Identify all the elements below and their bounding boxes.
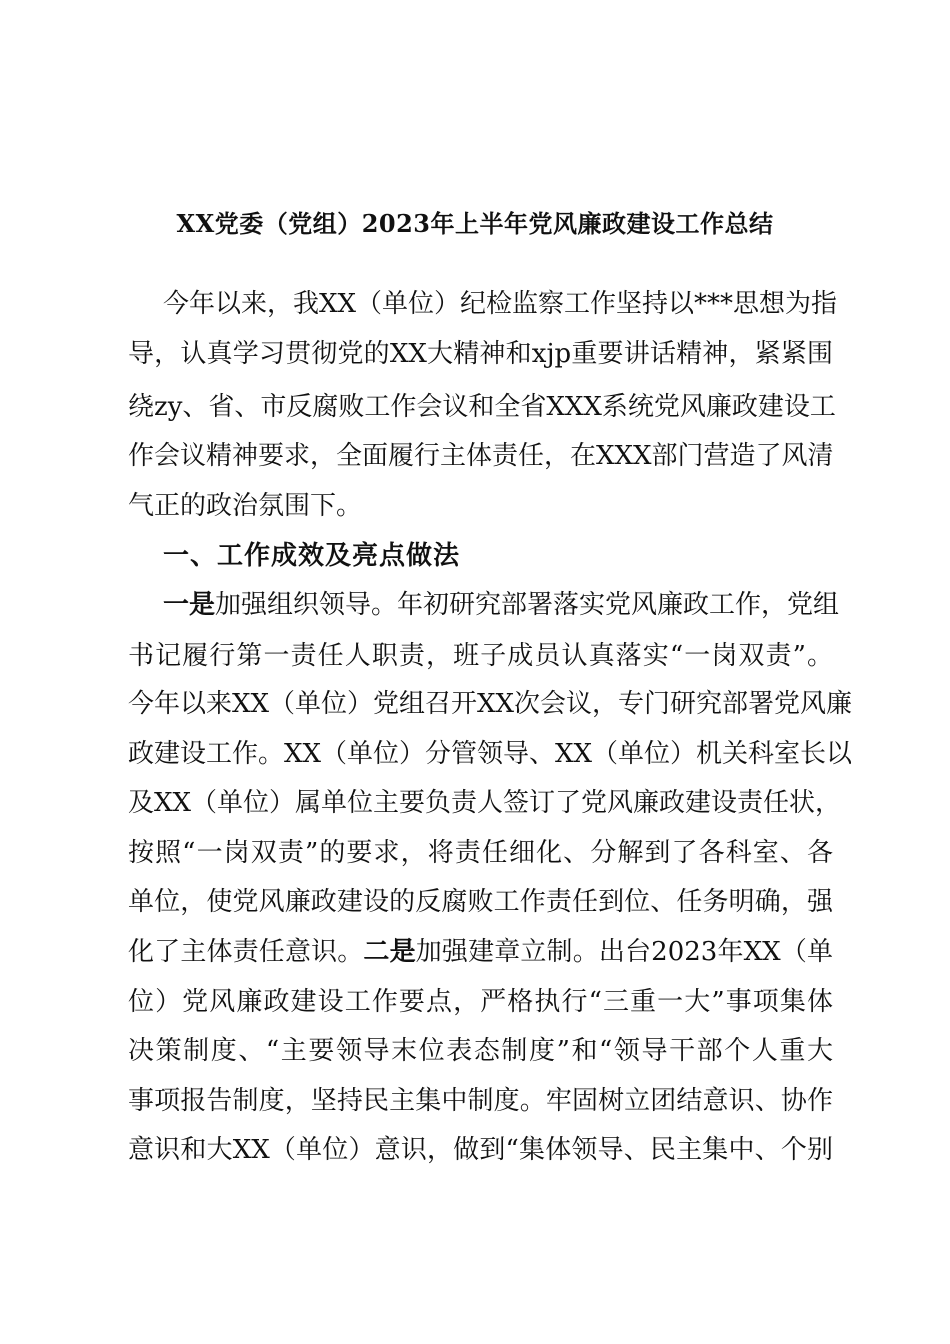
body-line: 今年以来XX（单位）党组召开XX次会议，专门研究部署党风廉	[128, 689, 853, 719]
body-line: 按照“一岗双责”的要求，将责任细化、分解到了各科室、各	[128, 838, 833, 868]
body-line: 单位，使党风廉政建设的反腐败工作责任到位、任务明确，强	[128, 887, 833, 917]
lead-marker: 一是	[163, 590, 216, 620]
intro-line: 作会议精神要求，全面履行主体责任，在XXX部门营造了风清	[128, 441, 834, 471]
body-line	[163, 581, 840, 630]
body-line: 意识和大XX（单位）意识，做到“集体领导、民主集中、个别	[128, 1135, 833, 1165]
body-text: 加强组织领导。年初研究部署落实党风廉政工作，党组	[215, 590, 840, 620]
document-title: XX党委（党组）2023年上半年党风廉政建设工作总结	[176, 209, 774, 238]
intro-line: 今年以来，我XX（单位）纪检监察工作坚持以***思想为指	[163, 289, 838, 319]
body-line: 政建设工作。XX（单位）分管领导、XX（单位）机关科室长以	[128, 739, 853, 769]
intro-line: 绕zy、省、市反腐败工作会议和全省XXX系统党风廉政建设工	[128, 392, 836, 422]
body-line: 书记履行第一责任人职责，班子成员认真落实“一岗双责”。	[128, 641, 833, 671]
body-line	[128, 928, 833, 977]
body-text: 加强建章立制。出台2023年XX（单	[415, 937, 833, 967]
body-line: 事项报告制度，坚持民主集中制度。牢固树立团结意识、协作	[128, 1086, 833, 1116]
body-line: 及XX（单位）属单位主要负责人签订了党风廉政建设责任状，	[128, 788, 842, 818]
intro-line: 气正的政治氛围下。	[128, 491, 363, 521]
lead-marker: 二是	[363, 937, 416, 967]
body-text: 化了主体责任意识。	[128, 937, 364, 967]
body-line: 位）党风廉政建设工作要点，严格执行“三重一大”事项集体	[128, 987, 833, 1017]
section-heading: 一、工作成效及亮点做法	[163, 541, 461, 571]
intro-line: 导，认真学习贯彻党的XX大精神和xjp重要讲话精神，紧紧围	[128, 339, 833, 369]
body-line: 决策制度、“主要领导末位表态制度”和“领导干部个人重大	[128, 1036, 833, 1066]
